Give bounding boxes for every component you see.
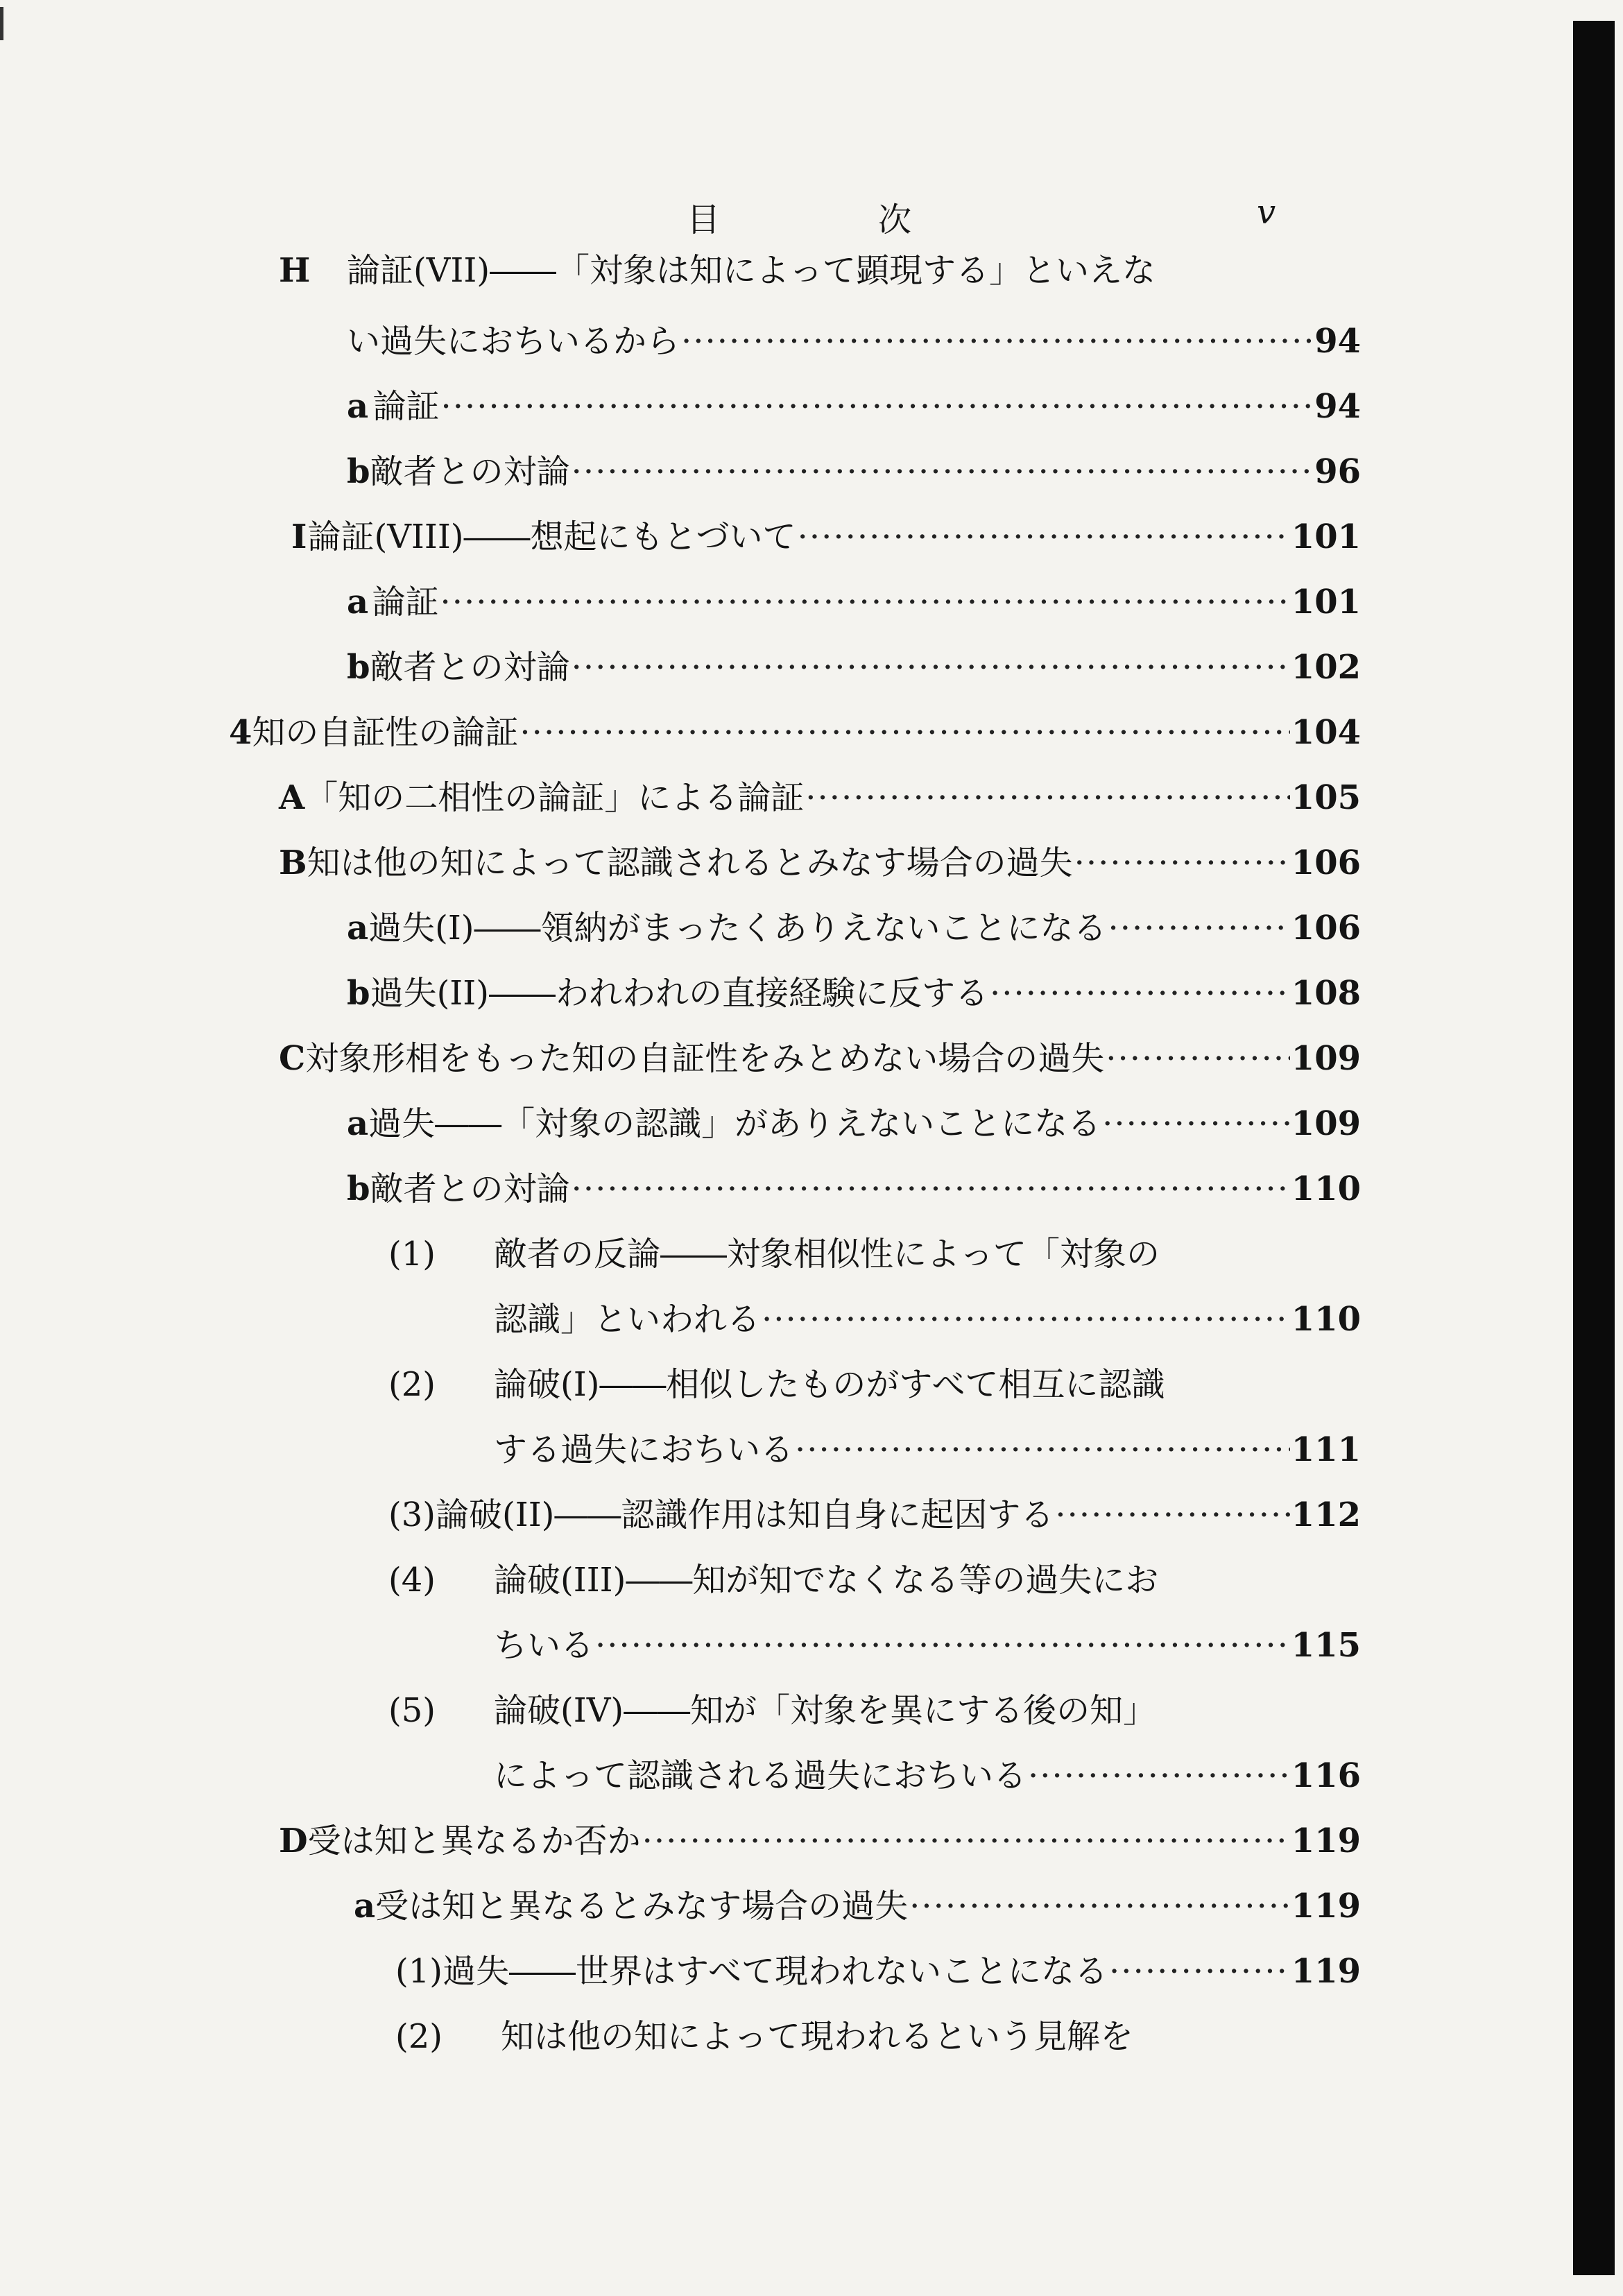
toc-entry	[229, 706, 1361, 759]
entry-title: 過失――「対象の認識」がありえないことになる	[368, 1104, 1101, 1143]
toc-entry	[347, 576, 1361, 628]
entry-title: 過失――世界はすべて現われないことになる	[443, 1952, 1108, 1991]
entry-page: 109	[1291, 1104, 1361, 1143]
toc-entry	[279, 1815, 1361, 1867]
entry-marker: (4)	[388, 1561, 436, 1600]
toc-entry	[494, 1619, 1361, 1672]
entry-title: 受は知と異なるとみなす場合の過失	[375, 1887, 909, 1926]
toc-entry	[347, 902, 1361, 954]
toc-entry	[279, 1032, 1361, 1085]
entry-page: 119	[1291, 1822, 1361, 1860]
toc-entry	[347, 1163, 1361, 1215]
entry-title: 過失(I)――領納がまったくありえないことになる	[368, 909, 1107, 948]
dot-leader	[795, 1423, 1290, 1476]
toc-entry	[395, 2010, 1361, 2063]
entry-title: い過失におちいるから	[347, 322, 680, 361]
entry-page: 94	[1314, 387, 1361, 426]
toc-entry	[388, 1684, 1361, 1737]
dot-leader	[519, 706, 1289, 759]
entry-marker: a	[347, 387, 369, 426]
entry-marker: b	[347, 1170, 370, 1208]
toc-entry	[347, 315, 1361, 368]
entry-marker: I	[291, 517, 307, 556]
dot-leader	[1055, 1489, 1289, 1541]
entry-title: する過失におちいる	[494, 1430, 794, 1469]
toc-entry	[395, 1945, 1361, 1998]
dot-leader	[681, 315, 1313, 368]
entry-page: 106	[1291, 843, 1361, 882]
entry-title: 論証(VII)――「対象は知によって顕現する」といえな	[347, 251, 1156, 290]
entry-marker: b	[347, 452, 370, 491]
entry-marker: (2)	[388, 1365, 436, 1404]
toc-entry	[279, 837, 1361, 889]
entry-marker: B	[279, 843, 307, 882]
entry-page: 110	[1291, 1300, 1361, 1339]
entry-page: 105	[1291, 778, 1361, 817]
entry-title: 対象形相をもった知の自証性をみとめない場合の過失	[305, 1039, 1105, 1078]
entry-page: 119	[1291, 1887, 1361, 1926]
entry-title: 知は他の知によって認識されるとみなす場合の過失	[307, 843, 1073, 882]
toc-entry	[279, 244, 1361, 297]
entry-page: 116	[1291, 1756, 1361, 1795]
entry-title: ちいる	[494, 1626, 594, 1665]
dot-leader	[572, 445, 1314, 498]
entry-title: 過失(II)――われわれの直接経験に反する	[370, 974, 988, 1013]
toc-entry	[347, 445, 1361, 498]
entry-page: 96	[1314, 452, 1361, 491]
toc-entry	[494, 1749, 1361, 1802]
entry-title: 敵者との対論	[370, 1170, 570, 1208]
dot-leader	[595, 1619, 1290, 1672]
entry-page: 101	[1291, 583, 1361, 622]
entry-title: 「知の二相性の論証」による論証	[304, 778, 805, 817]
entry-title: 論証	[372, 583, 439, 622]
entry-title: 知の自証性の論証	[252, 713, 519, 752]
entry-marker: a	[347, 583, 369, 622]
entry-title: 敵者との対論	[370, 452, 570, 491]
toc-entry	[347, 380, 1361, 433]
entry-marker: (1)	[395, 1952, 443, 1991]
page-number: v	[1257, 193, 1276, 232]
entry-marker: a	[354, 1887, 376, 1926]
dot-leader	[1074, 837, 1290, 889]
entry-marker: A	[279, 778, 305, 817]
entry-title: 論破(I)――相似したものがすべて相互に認識	[494, 1365, 1165, 1404]
dot-leader	[440, 576, 1290, 628]
dot-leader	[805, 771, 1290, 824]
toc-entry	[388, 1228, 1361, 1280]
dot-leader	[1109, 1945, 1290, 1998]
entry-page: 112	[1291, 1496, 1361, 1534]
entry-marker: b	[347, 648, 370, 687]
entry-page: 108	[1291, 974, 1361, 1013]
entry-title: 敵者との対論	[370, 648, 570, 687]
dot-leader	[909, 1880, 1290, 1933]
entry-title: 受は知と異なるか否か	[307, 1822, 641, 1860]
dot-leader	[572, 1163, 1290, 1215]
dot-leader	[642, 1815, 1290, 1867]
entry-title: 論破(II)――認識作用は知自身に起因する	[436, 1496, 1054, 1534]
entry-page: 94	[1314, 322, 1361, 361]
entry-marker: (5)	[388, 1691, 436, 1730]
entry-page: 119	[1291, 1952, 1361, 1991]
dot-leader	[990, 967, 1290, 1020]
dot-leader	[1106, 1032, 1290, 1085]
dot-leader	[1028, 1749, 1290, 1802]
entry-page: 101	[1291, 517, 1361, 556]
entry-title: 論証	[372, 387, 440, 426]
entry-marker: a	[347, 909, 369, 948]
toc-entry	[347, 641, 1361, 694]
entry-marker: a	[347, 1104, 369, 1143]
dot-leader	[762, 1293, 1290, 1346]
entry-title: によって認識される過失におちいる	[494, 1756, 1027, 1795]
dot-leader	[572, 641, 1290, 694]
dot-leader	[1102, 1097, 1290, 1150]
page-title: 目 次	[687, 200, 974, 239]
toc-entry	[347, 967, 1361, 1020]
entry-title: 認識」といわれる	[494, 1300, 761, 1339]
entry-marker: (2)	[395, 2017, 443, 2056]
entry-marker: D	[279, 1822, 308, 1860]
entry-marker: (1)	[388, 1235, 436, 1274]
entry-page: 109	[1291, 1039, 1361, 1078]
toc-entry	[494, 1423, 1361, 1476]
entry-marker: b	[347, 974, 370, 1013]
entry-page: 111	[1291, 1430, 1361, 1469]
entry-page: 104	[1291, 713, 1361, 752]
entry-title: 敵者の反論――対象相似性によって「対象の	[494, 1235, 1160, 1274]
toc-entry	[388, 1554, 1361, 1607]
toc-entry	[279, 771, 1361, 824]
entry-title: 論破(III)――知が知でなくなる等の過失にお	[494, 1561, 1159, 1600]
entry-page: 102	[1291, 648, 1361, 687]
entry-title: 知は他の知によって現われるという見解を	[501, 2017, 1134, 2056]
toc-entry	[354, 1880, 1361, 1933]
entry-title: 論破(IV)――知が「対象を異にする後の知」	[494, 1691, 1157, 1730]
toc-entry	[388, 1358, 1361, 1411]
toc-entry	[494, 1293, 1361, 1346]
toc-entry	[291, 511, 1361, 563]
entry-marker: C	[279, 1039, 306, 1078]
dot-leader	[441, 380, 1314, 433]
entry-page: 106	[1291, 909, 1361, 948]
entry-marker: H	[279, 251, 311, 290]
toc-entry	[388, 1489, 1361, 1541]
entry-marker: 4	[229, 713, 252, 752]
entry-title: 論証(VIII)――想起にもとづいて	[307, 517, 796, 556]
dot-leader	[1108, 902, 1290, 954]
entry-marker: (3)	[388, 1496, 436, 1534]
entry-page: 115	[1291, 1626, 1361, 1665]
entry-page: 110	[1291, 1170, 1361, 1208]
toc-entry	[347, 1097, 1361, 1150]
dot-leader	[798, 511, 1290, 563]
